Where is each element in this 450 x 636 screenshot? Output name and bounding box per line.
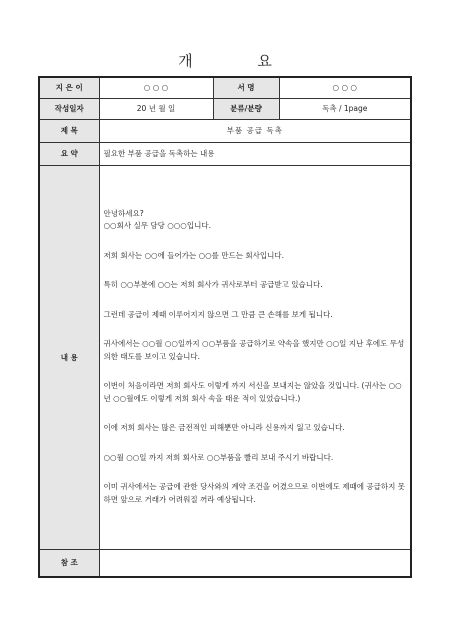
row-subject bbox=[39, 119, 411, 142]
summary-value: 필요한 부품 공급을 독촉하는 내용 bbox=[99, 142, 411, 165]
document-form-table bbox=[38, 76, 412, 578]
content-paragraph: 안녕하세요? ○○회사 실무 담당 ○○○입니다. bbox=[103, 208, 211, 231]
content-paragraph: 저희 회사는 ○○에 들어가는 ○○를 만드는 회사입니다. bbox=[103, 250, 285, 260]
content-paragraph: 그런데 공급이 제때 이루어지지 않으면 그 만큼 큰 손해를 보게 됩니다. bbox=[103, 309, 333, 319]
subject-value: 부품 공급 독촉 bbox=[99, 119, 411, 142]
row-date bbox=[39, 98, 411, 119]
subject-label: 제 목 bbox=[39, 119, 99, 142]
category-value: 독촉 / 1page bbox=[279, 98, 411, 119]
date-label: 작성일자 bbox=[39, 98, 99, 119]
reference-label: 참 조 bbox=[39, 549, 99, 577]
row-content bbox=[39, 165, 411, 549]
content-paragraph: 귀사에서는 ○○월 ○○일까지 ○○부품을 공급하기로 약속을 했지만 ○○일 지난 후에도 무성의한 태도를 보이고 있습니다. bbox=[103, 339, 405, 361]
row-summary bbox=[39, 142, 411, 165]
content-paragraph: 특히 ○○부분에 ○○는 저희 회사가 귀사로부터 공급받고 있습니다. bbox=[103, 280, 323, 290]
author-value: ○ ○ ○ bbox=[99, 77, 213, 98]
reference-value bbox=[99, 549, 411, 577]
date-value: 20 년 월 일 bbox=[99, 98, 213, 119]
content-paragraph: ○○월 ○○일 까지 저희 회사로 ○○부품을 빨리 보내 주시기 바랍니다. bbox=[103, 452, 334, 462]
content-body bbox=[99, 165, 411, 549]
content-paragraph: 이번이 처음이라면 저희 회사도 이렇게 까지 서신을 보내지는 않았을 것입니다. (귀사는 ○○년 ○○월에도 이렇게 저희 회사 속을 태운 적이 있었습니다.) bbox=[103, 381, 402, 403]
row-reference bbox=[39, 549, 411, 577]
name-label: 서 명 bbox=[213, 77, 279, 98]
name-value: ○ ○ ○ bbox=[279, 77, 411, 98]
content-paragraph: 이에 저희 회사는 많은 금전적인 피해뿐만 아니라 신용까지 잃고 있습니다. bbox=[103, 423, 345, 433]
content-label: 내 용 bbox=[39, 165, 99, 549]
content-paragraph: 이미 귀사에서는 공급에 관한 당사와의 계약 조건을 어겼으므로 이번에도 제때에 공급하지 못하면 앞으로 거래가 어려워질 꺼라 예상됩니다. bbox=[103, 482, 406, 504]
category-label: 분류/분량 bbox=[213, 98, 279, 119]
summary-label: 요 약 bbox=[39, 142, 99, 165]
author-label: 지 은 이 bbox=[39, 77, 99, 98]
row-author bbox=[39, 77, 411, 98]
document-title: 개 요 bbox=[178, 52, 302, 70]
